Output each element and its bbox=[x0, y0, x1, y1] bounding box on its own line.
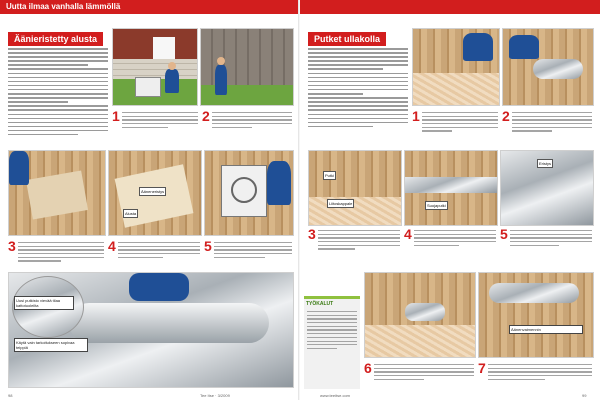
photo-attic-1 bbox=[412, 28, 500, 106]
label-eristys: Eristys bbox=[539, 161, 551, 166]
photo-worker-wall bbox=[200, 28, 294, 106]
photo-step-3 bbox=[8, 150, 106, 236]
step-caption-4 bbox=[118, 242, 200, 260]
photo-step-r6 bbox=[364, 272, 476, 358]
photo-house-yard bbox=[112, 28, 198, 106]
left-section-title: Äänieristetty alusta bbox=[8, 32, 103, 46]
photo-step-4 bbox=[108, 150, 202, 236]
label-liitos: Liitoskappale bbox=[329, 201, 353, 206]
tools-title: TYÖKALUT bbox=[306, 301, 334, 307]
photo-step-r4 bbox=[404, 150, 498, 226]
right-step-caption-7 bbox=[488, 364, 592, 382]
label-putki: Putki bbox=[325, 173, 334, 178]
left-page-number: 98 bbox=[8, 393, 13, 398]
note-teippi: Käytä vain tarkoitukseen sopivaa teippiä bbox=[14, 338, 88, 352]
step-number-2: 2 bbox=[202, 108, 210, 124]
photo-step-r7 bbox=[478, 272, 594, 358]
right-step-number-2: 2 bbox=[502, 108, 510, 124]
photo-step-5 bbox=[204, 150, 294, 236]
note-aanenvaimennin: Äänenvaimennin bbox=[509, 325, 583, 334]
label-alusta: Alusta bbox=[125, 211, 137, 216]
photo-attic-2 bbox=[502, 28, 594, 106]
right-step-caption-6 bbox=[374, 364, 474, 382]
right-step-number-7: 7 bbox=[478, 360, 486, 376]
right-step-caption-3 bbox=[318, 230, 400, 252]
right-footer: www.teeitse.com bbox=[320, 393, 351, 398]
right-step-number-6: 6 bbox=[364, 360, 372, 376]
step-number-1: 1 bbox=[112, 108, 120, 124]
right-step-caption-4 bbox=[414, 230, 496, 248]
right-step-number-5: 5 bbox=[500, 226, 508, 242]
right-header bbox=[300, 0, 600, 14]
step-caption-2 bbox=[212, 112, 292, 130]
note-putkisto: Uusi putkisto vievää tilaa kattotuoleilta bbox=[14, 296, 74, 310]
right-step-caption-1 bbox=[422, 112, 498, 134]
right-step-number-4: 4 bbox=[404, 226, 412, 242]
photo-step-r3 bbox=[308, 150, 402, 226]
right-section-title: Putket ullakolla bbox=[308, 32, 386, 46]
right-step-number-3: 3 bbox=[308, 226, 316, 242]
right-page-number: 99 bbox=[582, 393, 587, 398]
step-number-5: 5 bbox=[204, 238, 212, 254]
step-number-3: 3 bbox=[8, 238, 16, 254]
photo-step-r5 bbox=[500, 150, 594, 226]
step-number-4: 4 bbox=[108, 238, 116, 254]
label-aanieristys: Ääneneristys bbox=[141, 189, 165, 194]
step-caption-5 bbox=[214, 242, 292, 260]
left-header: Uutta ilmaa vanhalla lämmöllä bbox=[0, 0, 300, 14]
step-caption-3 bbox=[18, 242, 104, 264]
left-body-text bbox=[8, 48, 108, 138]
step-caption-1 bbox=[122, 112, 198, 130]
label-suojaputki: Suojaputki bbox=[427, 203, 446, 208]
right-body-text bbox=[308, 48, 408, 130]
tools-box bbox=[304, 296, 360, 389]
right-step-caption-5 bbox=[510, 230, 592, 248]
right-step-caption-2 bbox=[512, 112, 592, 134]
right-step-number-1: 1 bbox=[412, 108, 420, 124]
left-footer: Tee Itse · 3/2009 bbox=[200, 393, 230, 398]
right-page bbox=[300, 0, 600, 400]
